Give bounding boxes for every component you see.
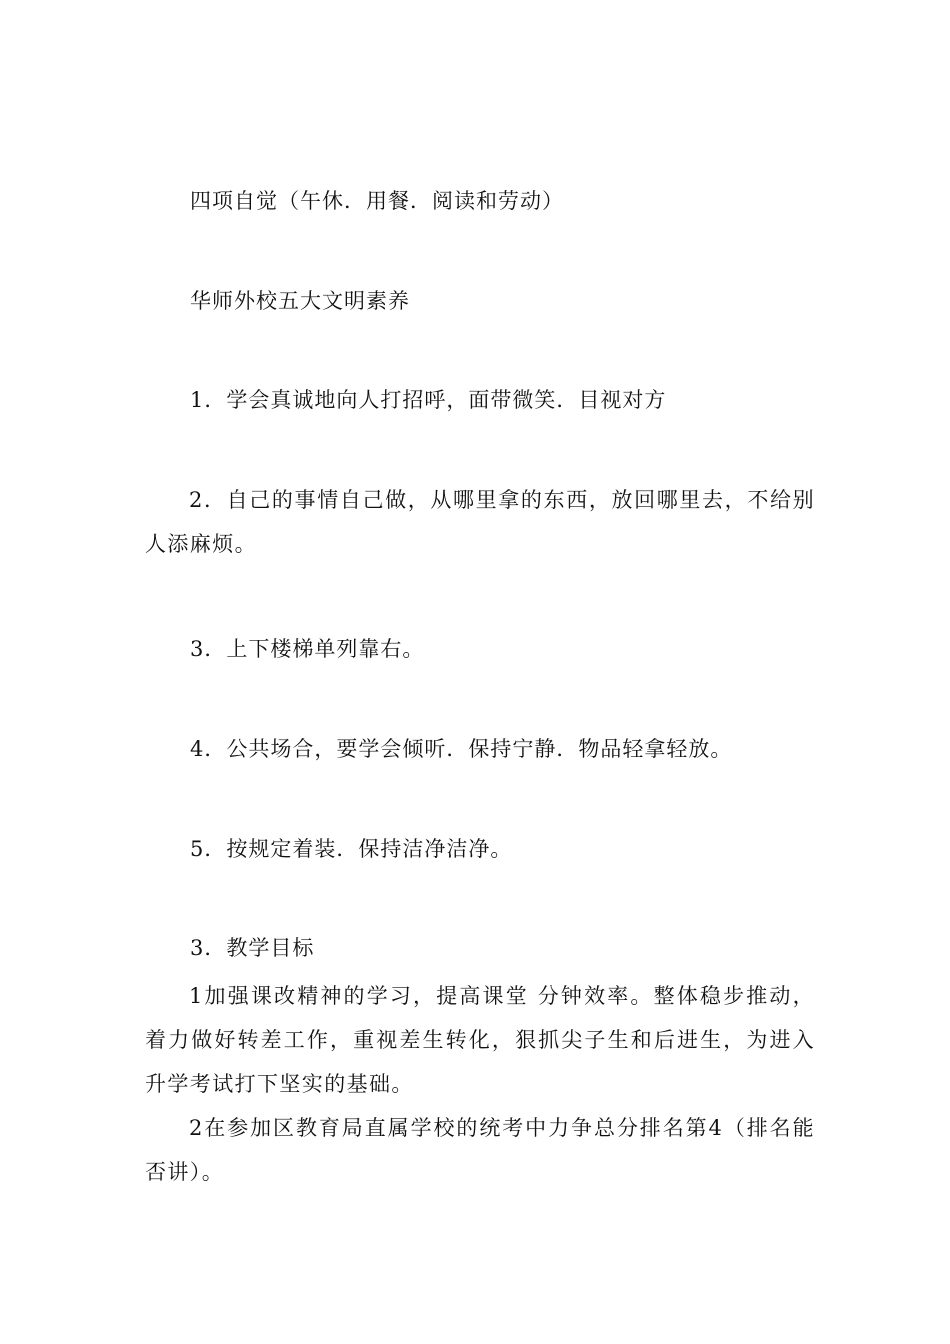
heading-four-self-disciplines: 四项自觉（午休．用餐．阅读和劳动） xyxy=(190,189,564,213)
section-title-teaching-goals: 3．教学目标 xyxy=(190,936,315,960)
civility-item-2: 2．自己的事情自己做，从哪里拿的东西，放回哪里去，不给别人添麻烦。 xyxy=(145,488,815,556)
civility-item-5: 5．按规定着装．保持洁净洁净。 xyxy=(190,837,513,861)
heading-five-civility-qualities: 华师外校五大文明素养 xyxy=(190,289,410,313)
teaching-goal-2: 2在参加区教育局直属学校的统考中力争总分排名第4（排名能否讲）。 xyxy=(145,1116,815,1184)
civility-item-3: 3．上下楼梯单列靠右。 xyxy=(190,637,425,661)
teaching-goal-1: 1加强课改精神的学习，提高课堂 分钟效率。整体稳步推动，着力做好转差工作，重视差生转化，狠抓尖子生和后进生，为进入升学考试打下坚实的基础。 xyxy=(145,984,815,1096)
civility-item-4: 4．公共场合，要学会倾听．保持宁静．物品轻拿轻放。 xyxy=(190,737,733,761)
civility-item-1: 1．学会真诚地向人打招呼，面带微笑．目视对方 xyxy=(190,388,667,412)
